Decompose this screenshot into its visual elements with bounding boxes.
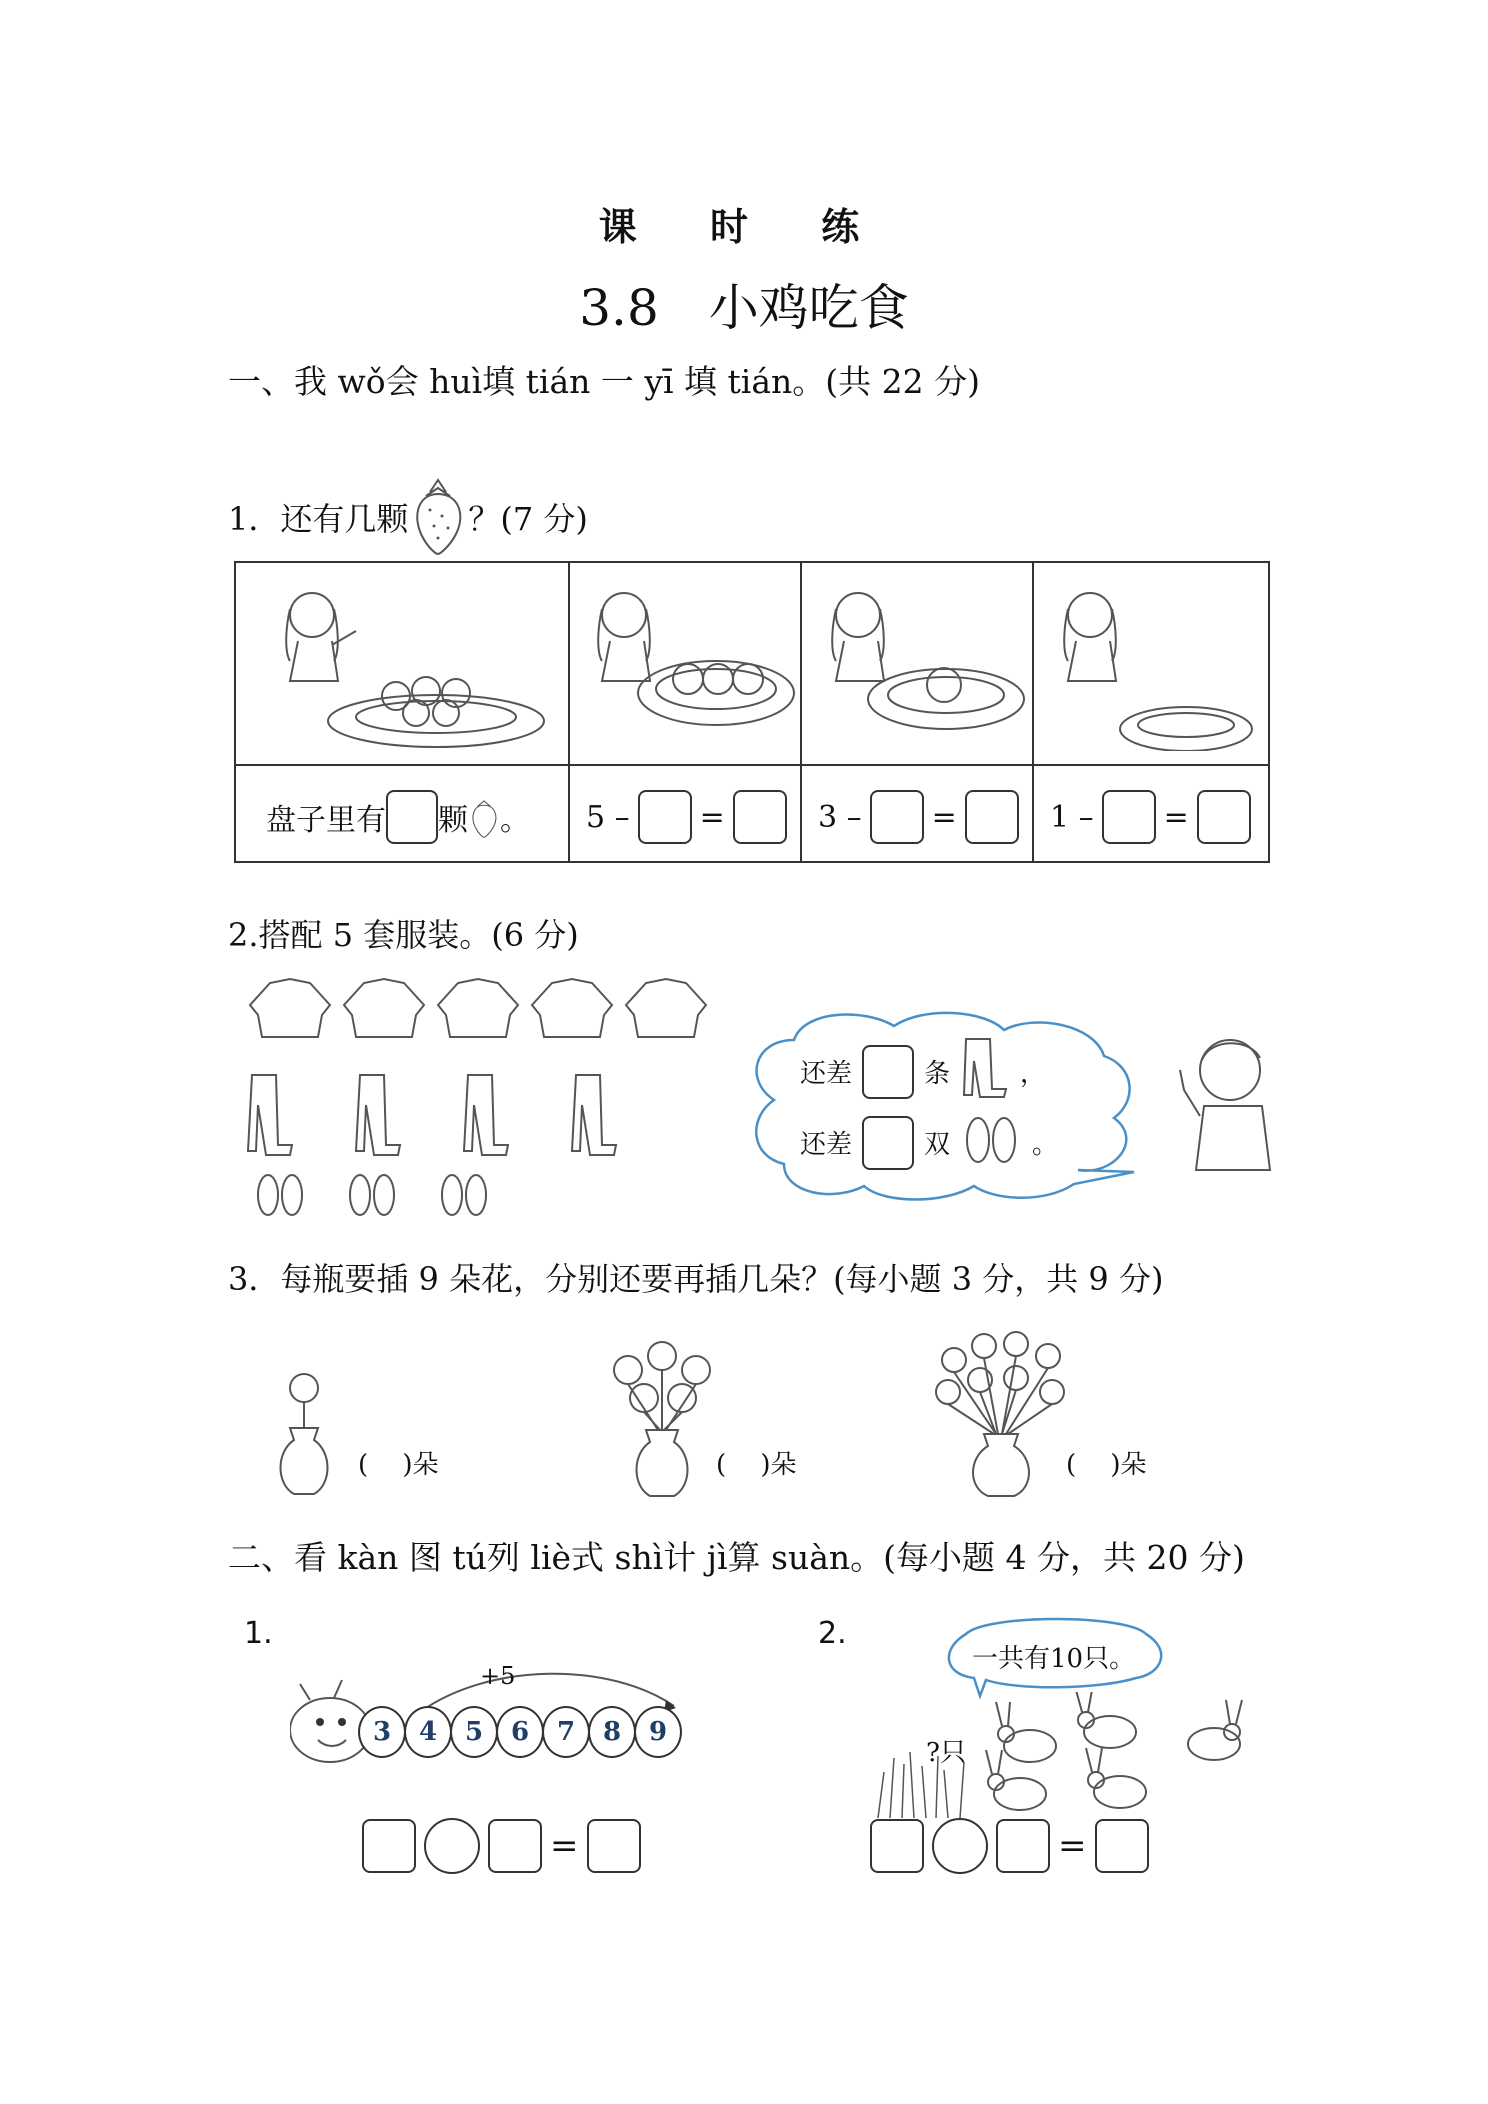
bead: 4 [404, 1706, 452, 1758]
q2-line2 [800, 1112, 1058, 1173]
girl-plate-3-strawberries-illustration [586, 581, 796, 751]
girl-plate-5-strawberries-illustration [276, 581, 556, 751]
q1-equation-2 [818, 789, 1019, 845]
jump-label: +5 [480, 1662, 516, 1690]
q1-prompt-before: 1．还有几颗 [228, 500, 409, 538]
item2-bubble-text: 一共有10只。 [972, 1644, 1136, 1674]
q3-answer-2[interactable]: ( )朵 [716, 1450, 797, 1480]
equation-result-box[interactable] [965, 790, 1019, 844]
equation-start: 5 – [586, 799, 630, 835]
equation-result-box[interactable] [1095, 1819, 1149, 1873]
shoes-icon [960, 1112, 1022, 1173]
girl-plate-1-strawberry-illustration [816, 581, 1031, 751]
boy-illustration [1170, 1030, 1280, 1180]
q1-row-label-before: 盘子里有 [266, 803, 386, 838]
section2-heading: 二、看 kàn 图 tú列 liè式 shì计 jì算 suàn。(每小题 4 分，共 20 分) [228, 1538, 1245, 1577]
pants-missing-answer-box[interactable] [862, 1045, 914, 1099]
rabbits-grass-illustration [870, 1692, 1270, 1822]
q2-line2-before: 还差 [800, 1130, 853, 1160]
strawberry-icon [408, 476, 468, 556]
equation-answer-box[interactable] [870, 790, 924, 844]
q1-row-label-after: 颗 [438, 803, 468, 838]
equals-sign: = [699, 799, 725, 835]
q1-prompt-after: ？(7 分) [468, 500, 588, 538]
q2-line1 [800, 1035, 1046, 1108]
q3-answer-1[interactable]: ( )朵 [358, 1450, 439, 1480]
q1-equation-1 [586, 789, 787, 845]
bead: 9 [634, 1706, 682, 1758]
q3-answer-3[interactable]: ( )朵 [1066, 1450, 1147, 1480]
vase-8-flowers-illustration [930, 1330, 1080, 1500]
section1-heading: 一、我 wǒ会 huì填 tián 一 yī 填 tián。(共 22 分) [228, 362, 981, 401]
q2-prompt: 2.搭配 5 套服装。(6 分) [228, 916, 579, 954]
equation-result-box[interactable] [1197, 790, 1251, 844]
q2-line1-before: 还差 [800, 1059, 853, 1089]
q1-table [234, 561, 1270, 863]
bead: 6 [496, 1706, 544, 1758]
equation-start: 1 – [1050, 799, 1094, 835]
equation-operand-box[interactable] [996, 1819, 1050, 1873]
q2-line1-comma: ， [1020, 1059, 1047, 1089]
equation-result-box[interactable] [587, 1819, 641, 1873]
item2-number: 2. [818, 1616, 847, 1651]
item1-equation [362, 1818, 641, 1874]
bead-row [358, 1706, 682, 1758]
equals-sign: = [1058, 1826, 1087, 1866]
item2-equation [870, 1818, 1149, 1874]
q2-line2-unit: 双 [924, 1130, 951, 1160]
q1-count-answer-box[interactable] [386, 790, 438, 844]
operator-circle[interactable] [932, 1818, 988, 1874]
q1-equation-3 [1050, 789, 1251, 845]
q2-line2-period: 。 [1032, 1130, 1059, 1160]
equation-result-box[interactable] [733, 790, 787, 844]
pants-icon [960, 1035, 1010, 1108]
page-label: 课 时 练 [598, 204, 890, 249]
q1-period: 。 [500, 803, 530, 838]
equation-answer-box[interactable] [638, 790, 692, 844]
bead: 3 [358, 1706, 406, 1758]
equation-operand-box[interactable] [870, 1819, 924, 1873]
q3-prompt: 3．每瓶要插 9 朵花，分别还要再插几朵？(每小题 3 分，共 9 分) [228, 1260, 1164, 1298]
bead: 8 [588, 1706, 636, 1758]
operator-circle[interactable] [424, 1818, 480, 1874]
equals-sign: = [550, 1826, 579, 1866]
equation-answer-box[interactable] [1102, 790, 1156, 844]
equals-sign: = [1163, 799, 1189, 835]
q1-count-cell [266, 789, 530, 845]
vase-1-flower-illustration [268, 1368, 338, 1498]
clothing-illustration [240, 975, 720, 1235]
equation-start: 3 – [818, 799, 862, 835]
strawberry-icon [468, 795, 500, 839]
equals-sign: = [931, 799, 957, 835]
lesson-title: 3.8 小鸡吃食 [579, 279, 909, 337]
caterpillar-illustration [290, 1662, 710, 1772]
equation-operand-box[interactable] [488, 1819, 542, 1873]
hidden-rabbits-label: ?只 [926, 1738, 966, 1768]
equation-operand-box[interactable] [362, 1819, 416, 1873]
q2-line1-unit: 条 [924, 1059, 951, 1089]
item1-number: 1. [244, 1616, 273, 1651]
girl-empty-plate-illustration [1046, 581, 1266, 751]
vase-5-flowers-illustration [598, 1340, 728, 1500]
shoes-missing-answer-box[interactable] [862, 1116, 914, 1170]
bead: 5 [450, 1706, 498, 1758]
q1-prompt [228, 476, 588, 556]
bead: 7 [542, 1706, 590, 1758]
